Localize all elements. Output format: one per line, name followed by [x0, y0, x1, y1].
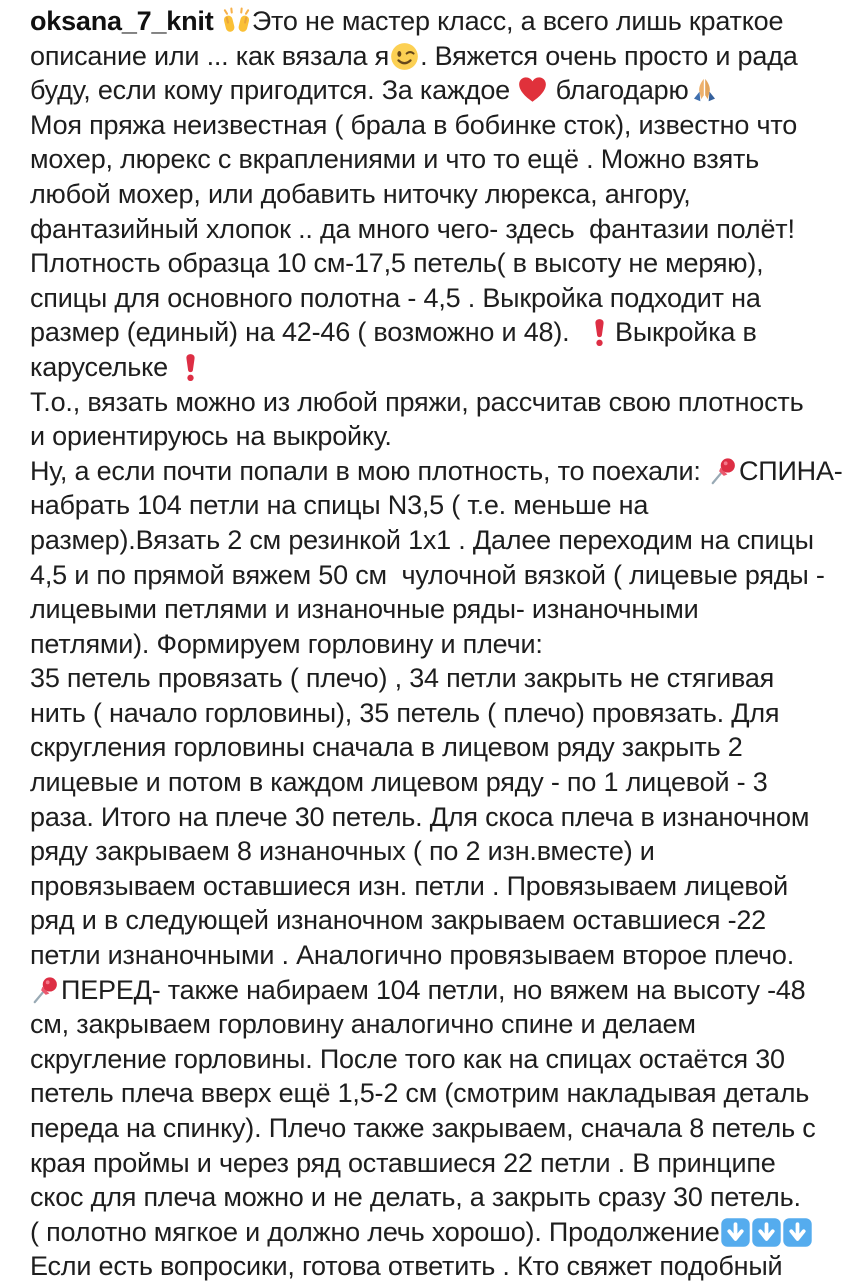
- caption-text: Ну, а если почти попали в мою плотность, то поехали:: [30, 456, 708, 486]
- caption-text: ( полотно мягкое и должно лечь хорошо). Продолжение: [30, 1217, 720, 1247]
- caption-text: скругления горловины сначала в лицевом ряду закрыть 2: [30, 732, 743, 762]
- caption-text: лицевые и потом в каждом лицевом ряду - по 1 лицевой - 3: [30, 767, 768, 797]
- caption-line: [30, 592, 837, 627]
- caption-line: [30, 800, 837, 835]
- caption-line: [30, 661, 837, 696]
- caption-line: [30, 938, 837, 973]
- caption-text: благодарю: [548, 75, 688, 105]
- caption-line: [30, 419, 837, 454]
- caption-text: Это не мастер класс, а всего лишь краткое: [252, 6, 783, 36]
- caption-line: [30, 142, 837, 177]
- exclamation-icon: [175, 352, 206, 383]
- exclamation-icon: [584, 317, 615, 348]
- caption-text: края проймы и через ряд оставшиеся 22 петли . В принципе: [30, 1148, 776, 1178]
- caption-text: переда на спинку). Плечо также закрываем, сначала 8 петель с: [30, 1113, 816, 1143]
- caption-text: Моя пряжа неизвестная ( брала в бобинке сток), известно что: [30, 110, 797, 140]
- caption-text: 35 петель провязать ( плечо) , 34 петли закрыть не стягивая: [30, 663, 774, 693]
- caption-line: [30, 488, 837, 523]
- caption-line: [30, 281, 837, 316]
- caption-text: раза. Итого на плече 30 петель. Для скоса плеча в изнаночном: [30, 802, 809, 832]
- caption-text: Т.о., вязать можно из любой пряжи, рассчитав свою плотность: [30, 387, 803, 417]
- caption-text: петель плеча вверх ещё 1,5-2 см (смотрим накладывая деталь: [30, 1078, 809, 1108]
- caption-line: [30, 1111, 837, 1146]
- caption-line: [30, 730, 837, 765]
- pin-icon: [30, 975, 61, 1006]
- caption-text: петлями). Формируем горловину и плечи:: [30, 629, 543, 659]
- caption-text: скругление горловины. После того как на спицах остаётся 30: [30, 1044, 785, 1074]
- caption-line: [30, 177, 837, 212]
- caption-text: любой мохер, или добавить ниточку люрекса, ангору,: [30, 179, 691, 209]
- caption-line: [30, 1215, 837, 1250]
- caption-text: ПЕРЕД- также набираем 104 петли, но вяжем на высоту -48: [61, 975, 806, 1005]
- caption-text: см, закрываем горловину аналогично спине и делаем: [30, 1009, 696, 1039]
- caption-text: карусельке: [30, 352, 175, 382]
- caption-line: [30, 558, 837, 593]
- caption-text: и ориентируюсь на выкройку.: [30, 421, 392, 451]
- pray-icon: [689, 75, 720, 106]
- caption-line: [30, 1146, 837, 1181]
- caption-text: 4,5 и по прямой вяжем 50 см чулочной вязкой ( лицевые ряды -: [30, 560, 825, 590]
- caption-line: [30, 627, 837, 662]
- caption-line: [30, 903, 837, 938]
- caption-line: [30, 108, 837, 143]
- heart-icon: [517, 75, 548, 106]
- caption-text: петли изнаночными . Аналогично провязываем второе плечо.: [30, 940, 794, 970]
- caption-line: [30, 454, 837, 489]
- caption-text: лицевыми петлями и изнаночные ряды- изнаночными: [30, 594, 699, 624]
- caption-line: [30, 1249, 837, 1284]
- caption-text: размер (единый) на 42-46 ( возможно и 48).: [30, 317, 584, 347]
- username-link[interactable]: oksana_7_knit: [30, 6, 214, 36]
- caption-line: [30, 4, 837, 39]
- caption-text: размер).Вязать 2 см резинкой 1х1 . Далее переходим на спицы: [30, 525, 814, 555]
- caption-text: спицы для основного полотна - 4,5 . Выкройка подходит на: [30, 283, 761, 313]
- caption-text: нить ( начало горловины), 35 петель ( плечо) провязать. Для: [30, 698, 779, 728]
- wink-icon: [389, 41, 420, 72]
- caption-line: [30, 834, 837, 869]
- caption-text: буду, если кому пригодится. За каждое: [30, 75, 517, 105]
- caption-line: [30, 212, 837, 247]
- caption-text: провязываем оставшиеся изн. петли . Провязываем лицевой: [30, 871, 788, 901]
- caption-line: [30, 765, 837, 800]
- caption-line: [30, 869, 837, 904]
- caption-text: Плотность образца 10 см-17,5 петель( в высоту не меряю),: [30, 248, 763, 278]
- caption-line: [30, 385, 837, 420]
- down-arrow-icon: [782, 1217, 813, 1248]
- caption-line: [30, 1007, 837, 1042]
- down-arrow-icon: [720, 1217, 751, 1248]
- caption-line: [30, 73, 837, 108]
- caption-text: фантазийный хлопок .. да много чего- здесь фантазии полёт!: [30, 214, 795, 244]
- caption-line: [30, 523, 837, 558]
- caption-line: [30, 1076, 837, 1111]
- down-arrow-icon: [751, 1217, 782, 1248]
- caption-line: [30, 39, 837, 74]
- caption-text: Выкройка в: [615, 317, 757, 347]
- caption-text: набрать 104 петли на спицы N3,5 ( т.е. меньше на: [30, 490, 648, 520]
- pin-icon: [708, 456, 739, 487]
- caption-text: СПИНА-: [739, 456, 843, 486]
- caption-text: описание или ... как вязала я: [30, 41, 389, 71]
- raising-hands-icon: [221, 6, 252, 37]
- caption-text: мохер, люрекс с вкраплениями и что то ещё . Можно взять: [30, 144, 759, 174]
- caption-text: ряду закрываем 8 изнаночных ( по 2 изн.вместе) и: [30, 836, 655, 866]
- caption-line: [30, 973, 837, 1008]
- caption-text: [214, 6, 221, 36]
- caption-text: скос для плеча можно и не делать, а закрыть сразу 30 петель.: [30, 1182, 801, 1212]
- caption-text: Если есть вопросики, готова ответить . Кто свяжет подобный: [30, 1251, 782, 1281]
- caption-text: . Вяжется очень просто и рада: [420, 41, 798, 71]
- caption-line: [30, 315, 837, 350]
- caption-line: [30, 1180, 837, 1215]
- caption-line: [30, 246, 837, 281]
- caption-line: [30, 350, 837, 385]
- caption-line: [30, 696, 837, 731]
- caption-line: [30, 1042, 837, 1077]
- caption-text: ряд и в следующей изнаночном закрываем оставшиеся -22: [30, 905, 766, 935]
